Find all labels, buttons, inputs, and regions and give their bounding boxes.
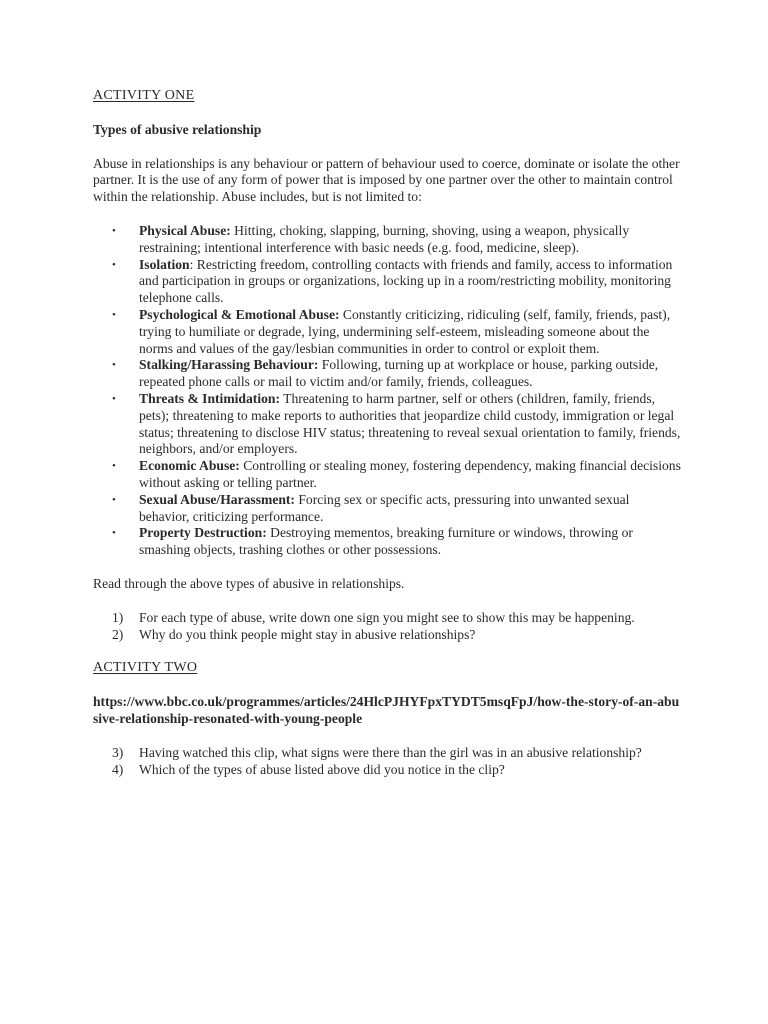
question-number: 3) bbox=[112, 744, 124, 760]
list-item bbox=[93, 525, 683, 559]
bullet-icon: • bbox=[112, 224, 116, 237]
abuse-description: Hitting, choking, slapping, burning, shoving, using a weapon, physically restraining; intentional interference with basic needs (e.g. food, medicine, sleep). bbox=[139, 222, 630, 255]
list-item bbox=[93, 257, 683, 307]
abuse-term: Economic Abuse: bbox=[139, 458, 240, 474]
question-item bbox=[93, 745, 683, 762]
abuse-term: Threats & Intimidation: bbox=[139, 390, 280, 406]
list-item bbox=[93, 391, 683, 458]
list-item bbox=[93, 307, 683, 357]
document-page bbox=[93, 88, 683, 795]
question-text: Which of the types of abuse listed above did you notice in the clip? bbox=[139, 761, 505, 777]
bullet-icon: • bbox=[112, 308, 116, 321]
abuse-term: Stalking/Harassing Behaviour: bbox=[139, 357, 319, 373]
question-number: 4) bbox=[112, 761, 124, 777]
activity-one-heading: ACTIVITY ONE bbox=[93, 88, 195, 103]
bullet-icon: • bbox=[112, 527, 116, 540]
question-text: For each type of abuse, write down one sign you might see to show this may be happening. bbox=[139, 609, 635, 625]
bullet-icon: • bbox=[112, 460, 116, 473]
bullet-icon: • bbox=[112, 258, 116, 271]
question-item bbox=[93, 762, 683, 779]
question-number: 2) bbox=[112, 626, 124, 642]
question-item bbox=[93, 610, 683, 627]
bullet-icon: • bbox=[112, 359, 116, 372]
activity-two-heading: ACTIVITY TWO bbox=[93, 660, 198, 676]
question-number: 1) bbox=[112, 609, 124, 625]
list-item bbox=[93, 223, 683, 257]
abuse-description: Forcing sex or specific acts, pressuring into unwanted sexual behavior, criticizing performance. bbox=[139, 491, 630, 524]
list-item bbox=[93, 458, 683, 492]
intro-paragraph: Abuse in relationships is any behaviour or pattern of behaviour used to coerce, dominate or isolate the other partner. It is the use of any form of power that is imposed by one partner over the other to maintain control within the relationship. Abuse includes, but is not limited to: bbox=[93, 155, 680, 205]
abuse-term: Psychological & Emotional Abuse: bbox=[139, 306, 340, 322]
abuse-description: : Restricting freedom, controlling contacts with friends and family, access to information and participation in groups or organizations, locking up in a room/restricting mobility, monitoring telephone calls. bbox=[139, 256, 673, 306]
abuse-description: Threatening to harm partner, self or others (children, family, friends, pets); threatening to make reports to authorities that jeopardize child custody, immigration or legal status; threatening to disclose HIV status; threatening to reveal sexual orientation to family, friends, neighbors, and/or employers. bbox=[139, 390, 681, 457]
abuse-description: Destroying mementos, breaking furniture or windows, throwing or smashing objects, trashing clothes or other possessions. bbox=[139, 525, 633, 558]
bullet-icon: • bbox=[112, 392, 116, 405]
abuse-term: Isolation bbox=[139, 256, 190, 272]
abuse-description: Following, turning up at workplace or house, parking outside, repeated phone calls or mail to victim and/or family, friends, colleagues. bbox=[139, 357, 659, 390]
bbc-article-link[interactable]: https://www.bbc.co.uk/programmes/articles/24HlcPJHYFpxTYDT5msqFpJ/how-the-story-of-an-abusive-relationship-resonated-with-young-people bbox=[93, 694, 680, 726]
abuse-description: Constantly criticizing, ridiculing (self, family, friends, past), trying to humiliate or degrade, lying, undermining self-esteem, misleading someone about the norms and values of the gay/lesbian communities in order to control or exploit them. bbox=[139, 306, 671, 356]
bullet-icon: • bbox=[112, 493, 116, 506]
abuse-types-list bbox=[93, 223, 683, 559]
activity-one-questions bbox=[93, 610, 683, 644]
abuse-term: Sexual Abuse/Harassment: bbox=[139, 491, 295, 507]
question-item bbox=[93, 627, 683, 644]
abuse-term: Physical Abuse: bbox=[139, 222, 231, 238]
question-text: Having watched this clip, what signs were there than the girl was in an abusive relationship? bbox=[139, 744, 642, 760]
activity-one-subheading: Types of abusive relationship bbox=[93, 121, 262, 137]
list-item bbox=[93, 492, 683, 526]
abuse-description: Controlling or stealing money, fostering dependency, making financial decisions without asking or telling partner. bbox=[139, 458, 681, 490]
read-through-instruction: Read through the above types of abusive in relationships. bbox=[93, 575, 405, 591]
list-item bbox=[93, 357, 683, 391]
question-text: Why do you think people might stay in abusive relationships? bbox=[139, 626, 476, 642]
abuse-term: Property Destruction: bbox=[139, 525, 267, 541]
activity-two-questions bbox=[93, 745, 683, 779]
